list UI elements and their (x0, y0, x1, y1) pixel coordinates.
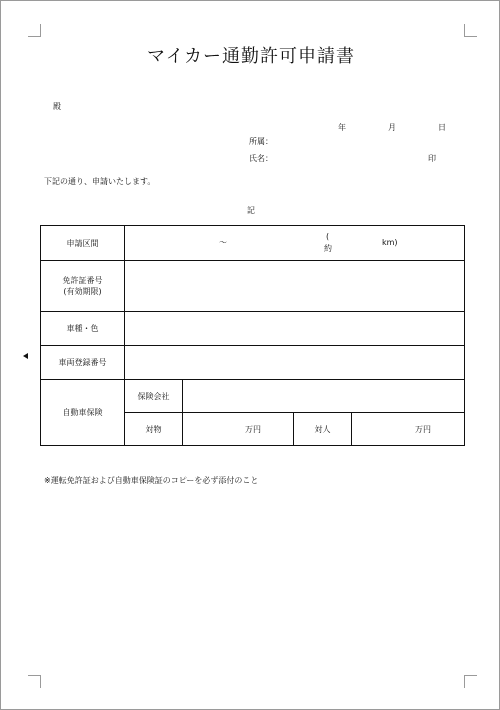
section-label: 申請区間 (41, 226, 125, 261)
row-license (41, 261, 465, 312)
person-unit: 万円 (415, 424, 431, 434)
registration-value-cell[interactable] (125, 346, 465, 380)
date-month: 月 (388, 123, 396, 132)
row-section (41, 226, 465, 261)
vehicle-label: 車種・色 (41, 312, 125, 346)
property-label: 対物 (125, 413, 183, 446)
license-value-cell[interactable] (125, 261, 465, 312)
row-registration (41, 346, 465, 380)
date-day: 日 (438, 123, 446, 132)
insurer-value-cell[interactable] (183, 380, 465, 413)
section-paren: ( (326, 232, 330, 241)
property-value-cell[interactable] (183, 413, 294, 446)
registration-label: 車両登録番号 (41, 346, 125, 380)
intro-text: 下記の通り、申請いたします。 (44, 177, 156, 186)
application-form-table (40, 225, 465, 446)
attachment-note: ※運転免許証および自動車保険証のコピーを必ず添付のこと (44, 476, 259, 485)
seal-label: 印 (428, 154, 436, 163)
property-unit: 万円 (245, 424, 261, 434)
section-approx: 約 (324, 244, 332, 253)
row-insurer (41, 380, 465, 413)
ki-heading: 記 (247, 206, 255, 215)
insurer-label: 保険会社 (125, 380, 183, 413)
crop-mark-bottom-left (28, 675, 41, 688)
section-value-cell[interactable] (125, 226, 465, 261)
crop-mark-bottom-right (464, 675, 477, 688)
section-tilde: ～ (219, 238, 227, 247)
crop-mark-top-left (28, 24, 41, 37)
crop-mark-top-right (464, 24, 477, 37)
section-unit: km) (382, 238, 398, 247)
document-title: マイカー通勤許可申請書 (146, 46, 356, 67)
vehicle-value-cell[interactable] (125, 312, 465, 346)
name-label: 氏名： (249, 154, 273, 163)
license-label: 免許証番号 (62, 276, 103, 285)
license-label-cell (41, 261, 125, 312)
addressee-suffix: 殿 (53, 102, 61, 111)
insurance-label: 自動車保険 (41, 380, 125, 446)
row-vehicle (41, 312, 465, 346)
person-label: 対人 (294, 413, 352, 446)
affiliation-label: 所属： (249, 137, 273, 146)
person-value-cell[interactable] (352, 413, 465, 446)
left-arrow-marker-icon (23, 353, 28, 359)
license-expiry-label: (有効期限) (63, 287, 102, 296)
date-year: 年 (338, 123, 346, 132)
